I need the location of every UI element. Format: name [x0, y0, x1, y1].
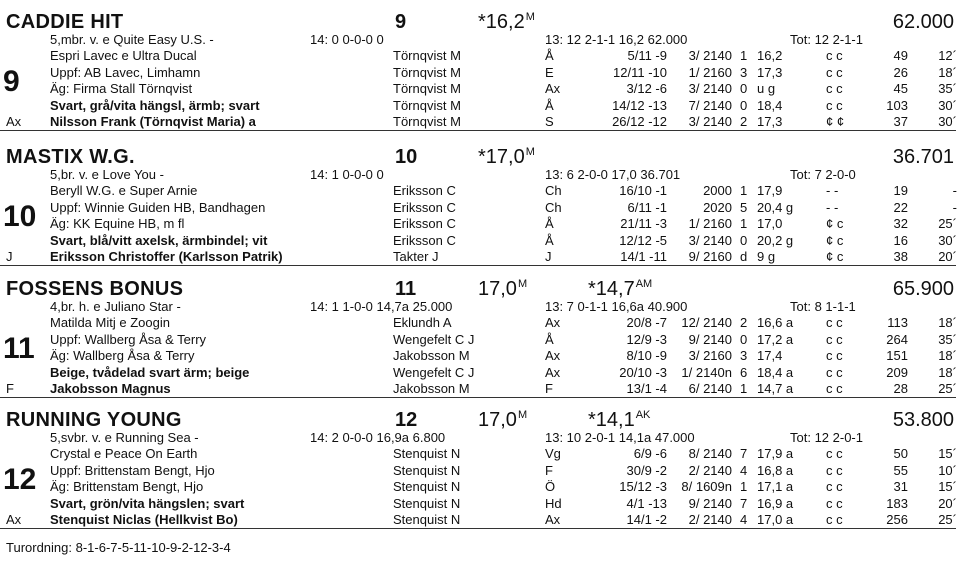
- start-shoes: c c: [826, 64, 843, 80]
- start-trainer: Stenquist N: [393, 479, 461, 495]
- record-time-auto: [588, 146, 589, 169]
- record-time: [478, 278, 527, 301]
- start-track: E: [545, 64, 554, 80]
- start-trainer: Stenquist N: [393, 495, 461, 511]
- start-shoes: ¢ c: [826, 248, 844, 264]
- start-prize: 20´: [938, 495, 957, 511]
- start-dist: 3/ 2140: [688, 48, 732, 64]
- start-dist: 9/ 2160: [688, 248, 732, 264]
- start-row: [0, 216, 960, 232]
- horse-detail-text: Beige, tvådelad svart ärm; beige: [50, 364, 250, 380]
- pedigree: 5,svbr. v. e Running Sea -: [50, 430, 199, 445]
- start-time: 14,7 a: [757, 380, 794, 396]
- start-place: 2: [740, 113, 748, 129]
- horse-block: [0, 275, 960, 397]
- start-prize: 30´: [938, 97, 957, 113]
- horse-detail-text: Uppf: Brittenstam Bengt, Hjo: [50, 462, 215, 478]
- horse-detail-text: Äg: Wallberg Åsa & Terry: [50, 348, 195, 364]
- horse-header: [0, 143, 960, 167]
- start-prize: 18´: [938, 315, 957, 331]
- pedigree: 5,mbr. v. e Quite Easy U.S. -: [50, 32, 214, 47]
- start-place: 3: [740, 348, 748, 364]
- start-dist: 7/ 2140: [688, 97, 732, 113]
- start-prize: 15´: [938, 479, 957, 495]
- start-odds: 55: [893, 462, 908, 478]
- start-date: 14/1 -2: [626, 511, 667, 527]
- start-number: 10: [395, 146, 418, 168]
- start-place: 0: [740, 97, 748, 113]
- horse-detail-text: Äg: KK Equine HB, m fl: [50, 216, 185, 232]
- start-odds: 50: [893, 446, 908, 462]
- horse-header: [0, 275, 960, 299]
- start-row: [0, 183, 960, 199]
- driver-license-tag: Ax: [6, 113, 22, 129]
- stats-2014: 14: 2 0-0-0 16,9a 6.800: [310, 430, 446, 445]
- start-shoes: c c: [826, 97, 843, 113]
- start-place: 7: [740, 446, 748, 462]
- start-row: [0, 348, 960, 364]
- pedigree: 4,br. h. e Juliano Star -: [50, 299, 181, 314]
- start-time: 16,6 a: [757, 315, 794, 331]
- start-time: 17,0 a: [757, 511, 794, 527]
- pedigree-row: [0, 430, 960, 446]
- start-trainer: Eriksson C: [393, 183, 456, 199]
- start-place: 6: [740, 364, 748, 380]
- start-time: 16,9 a: [757, 495, 794, 511]
- start-odds: 28: [893, 380, 908, 396]
- start-row: [0, 233, 960, 249]
- record-time-value: 17,0: [478, 278, 517, 300]
- start-track: F: [545, 462, 553, 478]
- record-time-auto-value: *14,1: [588, 409, 635, 431]
- start-dist: 8/ 1609n: [681, 479, 732, 495]
- start-trainer: Takter J: [393, 248, 439, 264]
- start-track: Ax: [545, 81, 561, 97]
- start-dist: 1/ 2140n: [681, 364, 732, 380]
- record-time: [478, 11, 535, 34]
- stats-total: Tot: 12 2-1-1: [790, 32, 863, 47]
- horse-detail-text: Jakobsson Magnus: [50, 380, 171, 396]
- start-number-large: 11: [3, 331, 35, 365]
- stats-2014: 14: 0 0-0-0 0: [310, 32, 384, 47]
- start-odds: 32: [893, 216, 908, 232]
- start-track: Ch: [545, 199, 562, 215]
- horse-name: CADDIE HIT: [6, 11, 124, 33]
- start-time: 16,8 a: [757, 462, 794, 478]
- start-dist: 2/ 2140: [688, 511, 732, 527]
- start-time: 17,2 a: [757, 331, 794, 347]
- horse-detail-text: Stenquist Niclas (Hellkvist Bo): [50, 511, 238, 527]
- start-odds: 45: [893, 81, 908, 97]
- horse-detail-text: Crystal e Peace On Earth: [50, 446, 198, 462]
- start-place: 1: [740, 48, 748, 64]
- start-prize: 25´: [938, 511, 957, 527]
- start-prize: 30´: [938, 232, 957, 248]
- start-row: [0, 512, 960, 528]
- horse-name: MASTIX W.G.: [6, 146, 135, 168]
- start-time: 18,4: [757, 97, 783, 113]
- start-number: 11: [395, 278, 417, 300]
- start-time: 18,4 a: [757, 364, 794, 380]
- record-time-value: *17,0: [478, 146, 525, 168]
- separator-line: [0, 397, 956, 398]
- pedigree-row: [0, 167, 960, 183]
- start-shoes: ¢ c: [826, 216, 844, 232]
- start-track: Å: [545, 232, 554, 248]
- start-row: [0, 315, 960, 331]
- start-trainer: Eriksson C: [393, 199, 456, 215]
- start-trainer: Stenquist N: [393, 511, 461, 527]
- start-dist: 12/ 2140: [681, 315, 732, 331]
- start-shoes: c c: [826, 495, 843, 511]
- start-track: Ax: [545, 511, 561, 527]
- start-trainer: Törnqvist M: [393, 81, 461, 97]
- start-place: 4: [740, 511, 748, 527]
- start-odds: 113: [887, 315, 908, 331]
- start-place: 4: [740, 462, 748, 478]
- start-time: 17,9: [757, 183, 783, 199]
- start-place: 2: [740, 315, 748, 331]
- start-shoes: c c: [826, 348, 843, 364]
- start-odds: 38: [893, 248, 908, 264]
- start-shoes: c c: [826, 48, 843, 64]
- start-time: 17,4: [757, 348, 783, 364]
- horse-detail-text: Nilsson Frank (Törnqvist Maria) a: [50, 113, 256, 129]
- start-row: [0, 48, 960, 64]
- record-time-suffix: M: [517, 278, 528, 290]
- start-place: 1: [740, 380, 748, 396]
- start-track: Å: [545, 97, 554, 113]
- start-shoes: ¢ c: [826, 232, 844, 248]
- start-dist: 3/ 2140: [688, 81, 732, 97]
- horse-block: [0, 406, 960, 528]
- start-time: 17,3: [757, 113, 783, 129]
- horse-header: [0, 406, 960, 430]
- start-trainer: Wengefelt C J: [393, 331, 475, 347]
- start-track: Ax: [545, 315, 561, 331]
- start-prize: 10´: [938, 462, 957, 478]
- start-prize: -: [952, 199, 957, 215]
- start-prize: 35´: [938, 331, 957, 347]
- stats-2013: 13: 7 0-1-1 16,6a 40.900: [545, 299, 688, 314]
- start-odds: 209: [886, 364, 908, 380]
- driver-license-tag: F: [6, 380, 14, 396]
- turorder-text: Turordning: 8-1-6-7-5-11-10-9-2-12-3-4: [6, 540, 231, 555]
- start-number-large: 9: [3, 64, 20, 98]
- start-dist: 6/ 2140: [688, 380, 732, 396]
- start-date: 6/9 -6: [633, 446, 667, 462]
- start-shoes: c c: [826, 380, 843, 396]
- start-trainer: Törnqvist M: [393, 48, 461, 64]
- record-time: [478, 146, 535, 169]
- start-track: J: [545, 248, 552, 264]
- horse-block: [0, 143, 960, 265]
- start-number-large: 12: [3, 462, 37, 496]
- start-row: [0, 332, 960, 348]
- start-row: [0, 496, 960, 512]
- start-row: [0, 479, 960, 495]
- start-date: 12/12 -5: [619, 232, 667, 248]
- start-track: Vg: [545, 446, 561, 462]
- start-place: 5: [740, 199, 748, 215]
- start-track: Hd: [545, 495, 562, 511]
- start-row: [0, 114, 960, 130]
- record-time-auto-suffix: AM: [635, 278, 653, 290]
- start-trainer: Eklundh A: [393, 315, 452, 331]
- start-trainer: Eriksson C: [393, 216, 456, 232]
- total-prize: 62.000: [892, 11, 954, 33]
- start-date: 3/12 -6: [626, 81, 667, 97]
- stats-2014: 14: 1 1-0-0 14,7a 25.000: [310, 299, 453, 314]
- start-shoes: c c: [826, 462, 843, 478]
- start-odds: 26: [893, 64, 908, 80]
- start-row: [0, 200, 960, 216]
- record-time-suffix: M: [525, 11, 535, 23]
- start-shoes: ¢ ¢: [826, 113, 845, 129]
- start-prize: -: [952, 183, 957, 199]
- start-date: 12/9 -3: [626, 331, 667, 347]
- start-track: S: [545, 113, 554, 129]
- horse-detail-text: Uppf: Wallberg Åsa & Terry: [50, 331, 207, 347]
- start-dist: 9/ 2140: [688, 331, 732, 347]
- horse-detail-text: Matilda Mitj e Zoogin: [50, 315, 170, 331]
- start-dist: 3/ 2160: [688, 348, 732, 364]
- start-track: Å: [545, 48, 554, 64]
- start-dist: 2000: [703, 183, 732, 199]
- start-odds: 16: [893, 232, 908, 248]
- start-trainer: Jakobsson M: [393, 348, 470, 364]
- start-track: F: [545, 380, 553, 396]
- record-time-auto: [588, 278, 652, 301]
- record-time-auto: [588, 409, 650, 432]
- start-place: 0: [740, 331, 748, 347]
- pedigree: 5,br. v. e Love You -: [50, 167, 164, 182]
- record-time-auto-value: *14,7: [588, 278, 635, 300]
- start-dist: 1/ 2160: [688, 64, 732, 80]
- start-dist: 2020: [703, 199, 732, 215]
- start-shoes: c c: [826, 315, 843, 331]
- start-row: [0, 98, 960, 114]
- start-row: [0, 446, 960, 462]
- start-date: 15/12 -3: [619, 479, 667, 495]
- start-date: 26/12 -12: [612, 113, 667, 129]
- start-date: 30/9 -2: [626, 462, 667, 478]
- start-trainer: Jakobsson M: [393, 380, 470, 396]
- start-shoes: - -: [826, 199, 839, 215]
- start-time: 16,2: [757, 48, 783, 64]
- start-dist: 8/ 2140: [688, 446, 732, 462]
- start-row: [0, 249, 960, 265]
- horse-detail-text: Äg: Firma Stall Törnqvist: [50, 81, 193, 97]
- record-time-auto-suffix: AK: [635, 409, 651, 421]
- start-shoes: c c: [826, 479, 843, 495]
- stats-2013: 13: 12 2-1-1 16,2 62.000: [545, 32, 688, 47]
- start-odds: 37: [893, 113, 908, 129]
- start-track: Ch: [545, 183, 562, 199]
- start-odds: 31: [893, 479, 908, 495]
- start-date: 20/8 -7: [626, 315, 667, 331]
- record-time-auto: [588, 11, 589, 34]
- start-date: 21/11 -3: [620, 216, 667, 232]
- start-time: 17,1 a: [757, 479, 794, 495]
- start-number: 9: [395, 11, 407, 33]
- stats-2014: 14: 1 0-0-0 0: [310, 167, 384, 182]
- start-trainer: Törnqvist M: [393, 97, 461, 113]
- start-time: 17,3: [757, 64, 783, 80]
- start-date: 4/1 -13: [626, 495, 667, 511]
- horse-block: [0, 8, 960, 130]
- pedigree-row: [0, 32, 960, 48]
- start-date: 13/1 -4: [626, 380, 667, 396]
- separator-line: [0, 130, 956, 131]
- start-odds: 49: [893, 48, 908, 64]
- start-number-large: 10: [3, 199, 37, 233]
- driver-license-tag: Ax: [6, 511, 22, 527]
- start-place: 1: [740, 479, 748, 495]
- horse-detail-text: Svart, grön/vita hängslen; svart: [50, 495, 245, 511]
- start-track: Ö: [545, 479, 556, 495]
- horse-detail-text: Svart, blå/vitt axelsk, ärmbindel; vit: [50, 232, 268, 248]
- horse-detail-text: Eriksson Christoffer (Karlsson Patrik): [50, 248, 283, 264]
- start-dist: 1/ 2160: [688, 216, 732, 232]
- record-time-value: *16,2: [478, 11, 525, 33]
- start-place: 0: [740, 81, 748, 97]
- driver-license-tag: J: [6, 248, 13, 264]
- stats-2013: 13: 10 2-0-1 14,1a 47.000: [545, 430, 695, 445]
- record-time-value: 17,0: [478, 409, 517, 431]
- start-time: 20,4 g: [757, 199, 794, 215]
- start-odds: 22: [893, 199, 908, 215]
- start-date: 20/10 -3: [619, 364, 667, 380]
- start-date: 8/10 -9: [626, 348, 667, 364]
- start-row: [0, 365, 960, 381]
- start-trainer: Wengefelt C J: [393, 364, 475, 380]
- start-prize: 12´: [938, 48, 957, 64]
- start-shoes: c c: [826, 511, 843, 527]
- start-shoes: c c: [826, 331, 843, 347]
- total-prize: 53.800: [892, 409, 954, 431]
- stats-total: Tot: 12 2-0-1: [790, 430, 863, 445]
- horse-detail-text: Svart, grå/vita hängsl, ärmb; svart: [50, 97, 260, 113]
- start-time: 9 g: [757, 248, 776, 264]
- start-track: Å: [545, 331, 554, 347]
- horse-detail-text: Uppf: AB Lavec, Limhamn: [50, 64, 201, 80]
- start-odds: 151: [886, 348, 908, 364]
- horse-detail-text: Äg: Brittenstam Bengt, Hjo: [50, 479, 204, 495]
- start-time: 20,2 g: [757, 232, 794, 248]
- start-time: u g: [757, 81, 776, 97]
- start-shoes: - -: [826, 183, 839, 199]
- start-prize: 20´: [938, 248, 957, 264]
- horse-detail-text: Espri Lavec e Ultra Ducal: [50, 48, 197, 64]
- start-track: Å: [545, 216, 554, 232]
- start-odds: 264: [886, 331, 908, 347]
- start-prize: 18´: [938, 364, 957, 380]
- separator-line: [0, 528, 956, 529]
- start-prize: 25´: [938, 380, 957, 396]
- start-place: 0: [740, 232, 748, 248]
- start-place: 7: [740, 495, 748, 511]
- horse-detail-text: Uppf: Winnie Guiden HB, Bandhagen: [50, 199, 266, 215]
- start-date: 6/11 -1: [627, 199, 667, 215]
- separator-line: [0, 265, 956, 266]
- start-time: 17,0: [757, 216, 783, 232]
- start-trainer: Törnqvist M: [393, 113, 461, 129]
- start-track: Ax: [545, 348, 561, 364]
- start-row: [0, 463, 960, 479]
- start-date: 5/11 -9: [627, 48, 667, 64]
- start-prize: 18´: [938, 348, 957, 364]
- stats-total: Tot: 7 2-0-0: [790, 167, 856, 182]
- record-time-suffix: M: [525, 146, 535, 158]
- start-dist: 2/ 2140: [688, 462, 732, 478]
- start-row: [0, 381, 960, 397]
- start-place: 1: [740, 216, 748, 232]
- start-odds: 183: [886, 495, 908, 511]
- start-dist: 3/ 2140: [688, 232, 732, 248]
- pedigree-row: [0, 299, 960, 315]
- start-place: 3: [740, 64, 748, 80]
- start-trainer: Eriksson C: [393, 232, 456, 248]
- start-trainer: Stenquist N: [393, 462, 461, 478]
- start-time: 17,9 a: [757, 446, 794, 462]
- total-prize: 36.701: [892, 146, 954, 168]
- start-date: 14/1 -11: [620, 248, 667, 264]
- start-odds: 256: [886, 511, 908, 527]
- start-row: [0, 81, 960, 97]
- record-time-suffix: M: [517, 409, 528, 421]
- start-trainer: Stenquist N: [393, 446, 461, 462]
- start-prize: 35´: [938, 81, 957, 97]
- start-trainer: Törnqvist M: [393, 64, 461, 80]
- horse-name: RUNNING YOUNG: [6, 409, 182, 431]
- start-date: 12/11 -10: [613, 64, 667, 80]
- start-date: 16/10 -1: [619, 183, 667, 199]
- start-place: d: [740, 248, 748, 264]
- start-shoes: c c: [826, 446, 843, 462]
- start-number: 12: [395, 409, 418, 431]
- start-track: Ax: [545, 364, 561, 380]
- start-prize: 18´: [938, 64, 957, 80]
- start-dist: 3/ 2140: [688, 113, 732, 129]
- start-prize: 25´: [938, 216, 957, 232]
- total-prize: 65.900: [892, 278, 954, 300]
- record-time: [478, 409, 527, 432]
- horse-name: FOSSENS BONUS: [6, 278, 184, 300]
- start-date: 14/12 -13: [612, 97, 667, 113]
- start-odds: 19: [893, 183, 908, 199]
- horse-header: [0, 8, 960, 32]
- stats-2013: 13: 6 2-0-0 17,0 36.701: [545, 167, 681, 182]
- start-shoes: c c: [826, 364, 843, 380]
- start-row: [0, 65, 960, 81]
- horse-detail-text: Beryll W.G. e Super Arnie: [50, 183, 198, 199]
- start-place: 1: [740, 183, 748, 199]
- stats-total: Tot: 8 1-1-1: [790, 299, 856, 314]
- start-odds: 103: [886, 97, 908, 113]
- start-prize: 15´: [938, 446, 957, 462]
- start-prize: 30´: [938, 113, 957, 129]
- start-dist: 9/ 2140: [688, 495, 732, 511]
- start-shoes: c c: [826, 81, 843, 97]
